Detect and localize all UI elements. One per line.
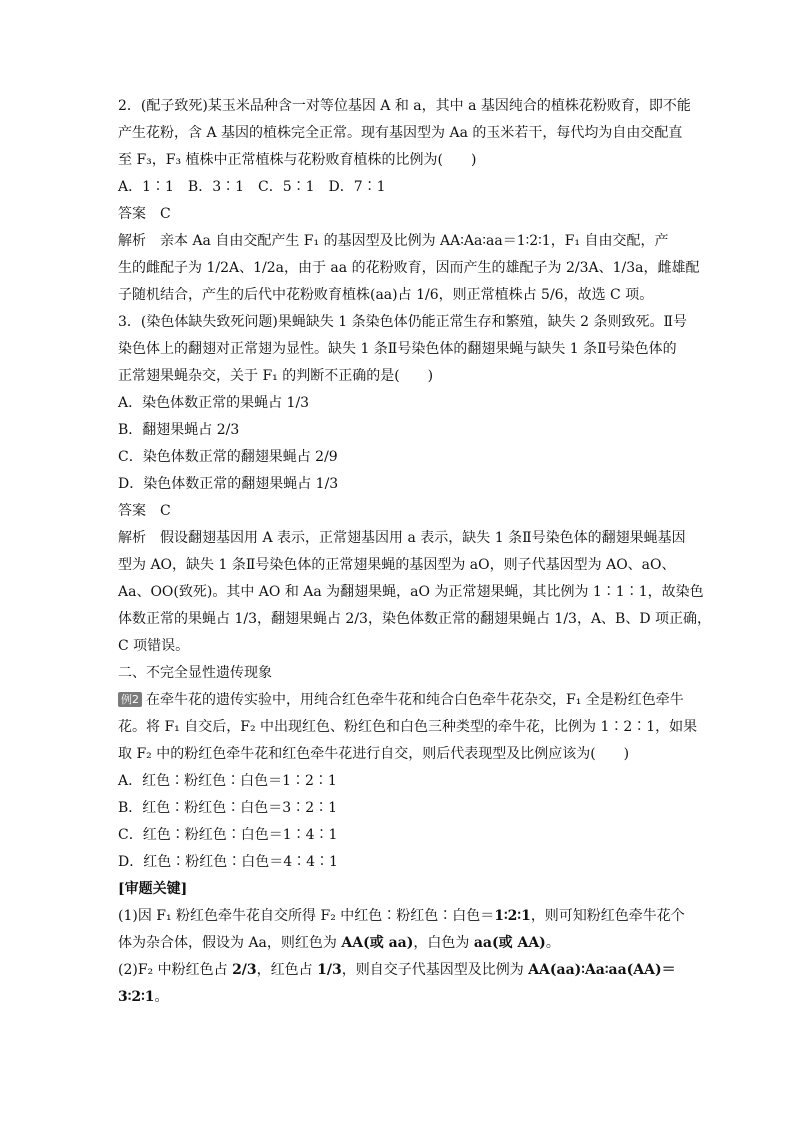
key1-red-genotype: AA(或 aa): [341, 935, 414, 951]
example-stem-line-2: 花。将 F₁ 自交后，F₂ 中出现红色、粉红色和白色三种类型的牵牛花，比例为 1∶2∶1，如果: [118, 719, 698, 735]
q3-analysis-line-5: C 项错误。: [118, 638, 190, 654]
key2-ratio: 3∶2∶1: [118, 989, 155, 1005]
key-point-2-line-1: [118, 961, 676, 979]
q2-analysis-line-3: 子随机结合，产生的后代中花粉败育植株(aa)占 1/6，则正常植株占 5/6，故选 C 项。: [118, 287, 654, 303]
q3-option-d: D．染色体数正常的翻翅果蝇占 1/3: [118, 476, 339, 492]
key2-text-c: ，红色占: [256, 962, 318, 978]
q2-analysis-line-1: 解析 亲本 Aa 自由交配产生 F₁ 的基因型及比例为 AA∶Aa∶aa＝1∶2∶1，F₁ 自由交配，产: [118, 233, 669, 249]
example-stem-line-3: 取 F₂ 中的粉红色牵牛花和红色牵牛花进行自交，则后代表现型及比例应该为( ): [118, 746, 630, 762]
q2-stem-line-1: 2．(配子致死)某玉米品种含一对等位基因 A 和 a，其中 a 基因纯合的植株花粉败育，即不能: [118, 98, 691, 114]
key2-text-a: (2)F₂ 中粉红色占: [118, 962, 233, 978]
key-point-1-line-2: [118, 934, 560, 952]
key1-ratio: 1∶2∶1: [494, 908, 531, 924]
q3-analysis-line-2: 型为 AO，缺失 1 条Ⅱ号染色体的正常翅果蝇的基因型为 aO，则子代基因型为 AO、aO、: [118, 557, 676, 573]
q3-stem-line-2: 染色体上的翻翅对正常翅为显性。缺失 1 条Ⅱ号染色体的翻翅果蝇与缺失 1 条Ⅱ号染色体的: [118, 341, 677, 357]
q3-option-a: A．染色体数正常的果蝇占 1/3: [118, 395, 310, 411]
key-point-1-line-1: [118, 907, 685, 925]
example-stem-line-1: [118, 691, 684, 709]
q2-stem-line-3: 至 F₃，F₃ 植株中正常植株与花粉败育植株的比例为( ): [118, 152, 477, 168]
key2-pink-fraction: 2/3: [232, 962, 257, 978]
key2-text-e: ，则自交子代基因型及比例为: [341, 962, 529, 978]
key1-white-genotype: aa(或 AA): [473, 935, 546, 951]
key1-text-a: (1)因 F₁ 粉红色牵牛花自交所得 F₂ 中红色∶粉红色∶白色＝: [118, 908, 495, 924]
key-point-2-line-2: [118, 988, 169, 1006]
example-option-d: D．红色∶粉红色∶白色＝4∶4∶1: [118, 854, 338, 870]
key2-line2-end: 。: [154, 989, 169, 1005]
q3-stem-line-1: 3．(染色体缺失致死问题)果蝇缺失 1 条染色体仍能正常生存和繁殖，缺失 2 条则致死。Ⅱ号: [118, 314, 687, 330]
key2-genotypes: AA(aa)∶Aa∶aa(AA)＝: [528, 962, 676, 978]
q2-stem-line-2: 产生花粉，含 A 基因的植株完全正常。现有基因型为 Aa 的玉米若干，每代均为自由交配直: [118, 125, 683, 141]
q2-answer: 答案 C: [118, 206, 171, 222]
key-title: [审题关键]: [118, 881, 188, 897]
q3-answer: 答案 C: [118, 503, 171, 519]
example-tag: 例2: [118, 692, 142, 707]
example-stem-text-1: 在牵牛花的遗传实验中，用纯合红色牵牛花和纯合白色牵牛花杂交，F₁ 全是粉红色牵牛: [146, 692, 684, 708]
q3-analysis-line-4: 体数正常的果蝇占 1/3，翻翅果蝇占 2/3，染色体数正常的翻翅果蝇占 1/3，A、B、D 项正确，: [118, 611, 712, 627]
q3-analysis-line-1: 解析 假设翻翅基因用 A 表示，正常翅基因用 a 表示，缺失 1 条Ⅱ号染色体的翻翅果蝇基因: [118, 530, 686, 546]
key2-red-fraction: 1/3: [317, 962, 342, 978]
key1-line2-c: ，白色为: [413, 935, 474, 951]
key1-line2-a: 体为杂合体，假设为 Aa，则红色为: [118, 935, 342, 951]
example-option-a: A．红色∶粉红色∶白色＝1∶2∶1: [118, 773, 337, 789]
q3-option-b: B．翻翅果蝇占 2/3: [118, 422, 240, 438]
q2-analysis-line-2: 生的雌配子为 1/2A、1/2a，由于 aa 的花粉败育，因而产生的雄配子为 2/3A、1/3a，雌雄配: [118, 260, 700, 276]
section-heading: 二、不完全显性遗传现象: [118, 665, 272, 681]
key1-line2-e: 。: [545, 935, 560, 951]
example-option-c: C．红色∶粉红色∶白色＝1∶4∶1: [118, 827, 338, 843]
key1-text-b: ，则可知粉红色牵牛花个: [530, 908, 685, 924]
q3-option-c: C．染色体数正常的翻翅果蝇占 2/9: [118, 449, 338, 465]
q3-analysis-line-3: Aa、OO(致死)。其中 AO 和 Aa 为翻翅果蝇，aO 为正常翅果蝇，其比例为 1∶1∶1，故染色: [118, 584, 704, 600]
example-option-b: B．红色∶粉红色∶白色＝3∶2∶1: [118, 800, 338, 816]
q3-stem-line-3: 正常翅果蝇杂交，关于 F₁ 的判断不正确的是( ): [118, 368, 434, 384]
q2-options: A．1∶1 B．3∶1 C．5∶1 D．7∶1: [118, 179, 386, 195]
